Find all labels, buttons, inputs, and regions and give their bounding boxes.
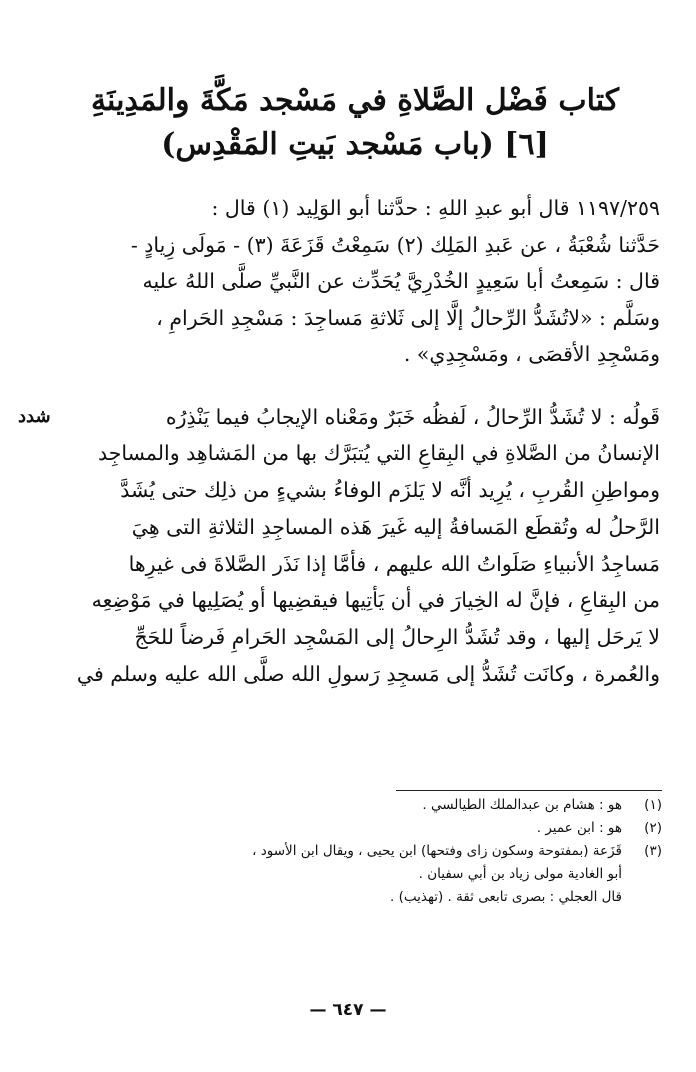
footnote-line: قال العجلي : بصرى تابعى ثقة . (تهذيب) . [390, 889, 622, 905]
book-title: كتاب فَضْل الصَّلاةِ في مَسْجد مَكَّةَ والمَدِينَةِ [90, 83, 620, 118]
footnotes [40, 794, 662, 909]
footnote-text [40, 817, 622, 840]
commentary-line: ومواطِنِ القُربِ ، يُرِيد أنَّه لا يَلزَم الوفاءُ بشيءٍ من ذلِك حتى يُشَدَّ [120, 478, 660, 503]
commentary-line: قَولُه : لا تُشَدُّ الرِّحالُ ، لَفظُه خَبَرٌ ومَعْناه الإيجابُ فيما يَنْذِرُه [165, 404, 660, 429]
page-content [18, 80, 670, 693]
footnote-divider [396, 790, 662, 791]
margin-note: شدد [18, 405, 51, 427]
commentary-text [18, 399, 670, 693]
footnote-number: (١) [644, 797, 662, 813]
commentary-line: والعُمرة ، وكانَت تُشَدُّ إلى مَسجِدِ رَسولِ الله صلَّى الله عليه وسلم في [76, 662, 660, 687]
commentary-line: مَساجِدُ الأنبياءِ صَلَواتُ الله عليهم ، فأمَّا إذا نَذَر الصَّلاةَ فى غيرِها [128, 551, 660, 576]
hadith-line: ومَسْجِدِ الأقصَى ، ومَسْجِدِي» . [403, 342, 660, 366]
footnote-item [40, 794, 662, 817]
hadith-line: قال : سَمِعتُ أبا سَعِيدٍ الخُدْرِيَّ يُحَدِّث عن النَّبيِّ صلَّى اللهُ عليه [142, 269, 660, 293]
footnote-line: هو : هشام بن عبدالملك الطيالسي . [422, 797, 622, 813]
hadith-line: حَدَّثنا شُعْبَةُ ، عن عَبدِ المَلِك (٢) سَمِعْتُ قَزَعَةَ (٣) - مَولَى زِيادٍ - [130, 232, 660, 257]
commentary-line: من البِقاعِ ، فإنَّ له الخِيارَ في أن يَأتِيها فيقضِيها أو يُصَلِيها في مَوْضِعِه [91, 588, 660, 613]
page-number: — ٦٤٧ — [309, 1000, 387, 1020]
footnote-number: (٢) [644, 820, 662, 836]
footnote-number: (٣) [644, 843, 662, 859]
footnote-line: قَزَعة (بمفتوحة وسكون زاى وفتحها) ابن يحيى ، ويقال ابن الأسود ، [252, 843, 622, 859]
footnote-line: هو : ابن عمير . [536, 820, 622, 836]
footnote-text [40, 840, 622, 909]
commentary-line: لا يَرحَل إليها ، وقد تُشَدُّ الرِحالُ إلى المَسْجِد الحَرامِ فَرضاً للحَجِّ [134, 625, 660, 650]
chapter-title: [٦] (باب مَسْجد بَيتِ المَقْدِس) [161, 127, 549, 162]
commentary-line: الإنسانُ من الصَّلاةِ في البِقاعِ التي يُتبَرَّك بها من المَشاهِد والمساجِد [97, 441, 660, 466]
footnote-item [40, 817, 662, 840]
commentary-line: الرَّحلُ له وتُقطَع المَسافةُ إليه غَيرَ هَذه المساجِدِ الثلاثةِ التى هِيَ [131, 514, 660, 539]
hadith-text [40, 190, 670, 373]
hadith-line: وسَلَّم : «لاتُشَدُّ الرِّحالُ إلَّا إلى ثَلاثةِ مَساجِدَ : مَسْجِدِ الحَرامِ ، [156, 305, 660, 330]
hadith-line: ١١٩٧/٢٥٩ قال أبو عبدِ اللهِ : حدَّثنا أبو الوَلِيد (١) قال : [211, 196, 660, 220]
footnote-text [40, 794, 622, 817]
footnote-line: أبو الغادية مولى زياد بن أبي سفيان . [418, 866, 622, 882]
footnote-item [40, 840, 662, 909]
